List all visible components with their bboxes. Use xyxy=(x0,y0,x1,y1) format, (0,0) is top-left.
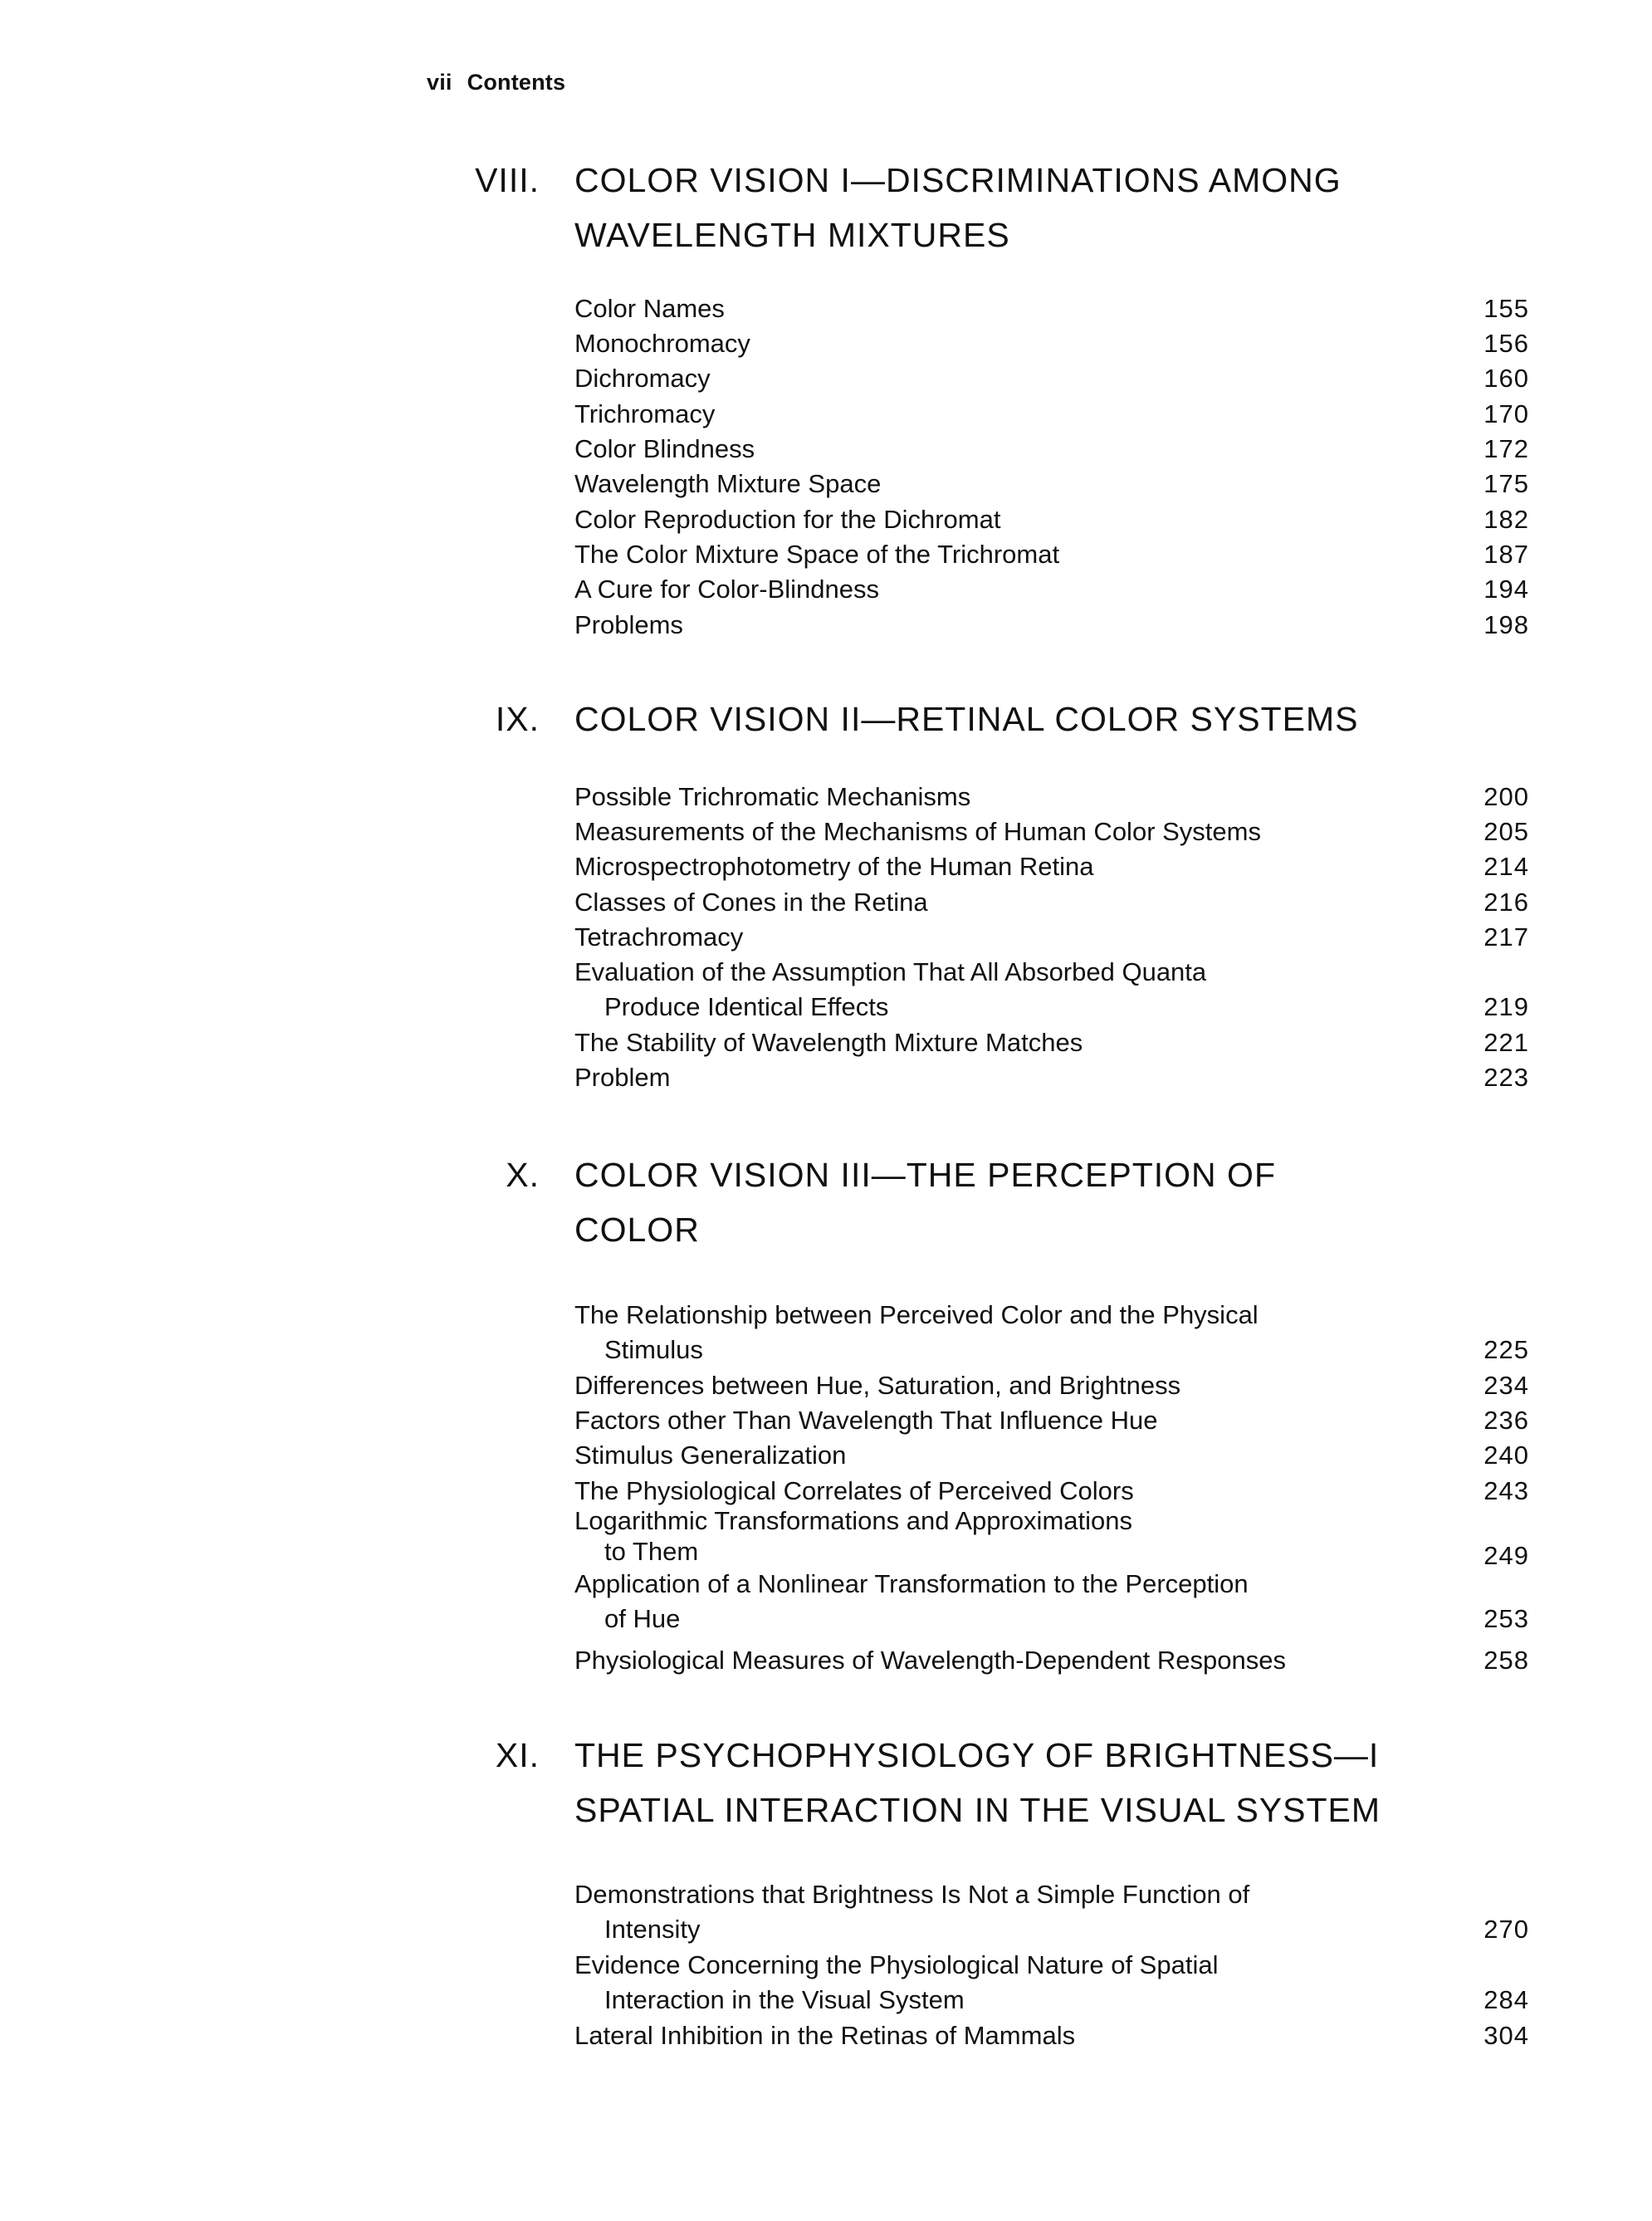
entry-title: Tetrachromacy xyxy=(574,922,744,952)
entry-page: 216 xyxy=(1483,888,1529,917)
entry-title: Color Reproduction for the Dichromat xyxy=(574,505,1001,534)
entry-title: Evaluation of the Assumption That All Absorbed Quanta xyxy=(574,957,1207,986)
chapter-title-line: COLOR xyxy=(574,1211,700,1249)
entry-title: Demonstrations that Brightness Is Not a Simple Function of xyxy=(574,1880,1250,1909)
entry-page: 156 xyxy=(1483,329,1529,358)
running-head-label: Contents xyxy=(467,70,566,95)
entry-title: Evidence Concerning the Physiological Nature of Spatial xyxy=(574,1950,1219,1979)
entry-title: The Stability of Wavelength Mixture Matches xyxy=(574,1028,1083,1057)
entry-page: 304 xyxy=(1483,2021,1529,2050)
entry-page: 249 xyxy=(1483,1541,1529,1570)
entry-title: Differences between Hue, Saturation, and Brightness xyxy=(574,1371,1181,1400)
entry-title: The Physiological Correlates of Perceived Colors xyxy=(574,1476,1134,1505)
running-head xyxy=(427,70,565,95)
entry-page: 223 xyxy=(1483,1063,1529,1092)
entry-page: 236 xyxy=(1483,1406,1529,1435)
entry-title: Stimulus Generalization xyxy=(574,1441,847,1470)
entry-title-continuation: Stimulus xyxy=(604,1335,703,1364)
chapter-title-line: WAVELENGTH MIXTURES xyxy=(574,216,1010,254)
entry-page: 175 xyxy=(1483,469,1529,498)
entry-page: 205 xyxy=(1483,817,1529,846)
chapter-title-line: COLOR VISION III—THE PERCEPTION OF xyxy=(574,1156,1276,1194)
entry-title: Physiological Measures of Wavelength-Dependent Responses xyxy=(574,1646,1286,1675)
entry-page: 155 xyxy=(1483,294,1529,323)
entry-title: Problem xyxy=(574,1063,671,1092)
entry-page: 182 xyxy=(1483,505,1529,534)
entry-title: Microspectrophotometry of the Human Retina xyxy=(574,852,1094,881)
entry-page: 258 xyxy=(1483,1646,1529,1675)
entry-page: 243 xyxy=(1483,1476,1529,1505)
entry-page: 170 xyxy=(1483,399,1529,428)
entry-title-continuation: Interaction in the Visual System xyxy=(604,1985,965,2014)
entry-page: 253 xyxy=(1483,1604,1529,1633)
entry-page: 187 xyxy=(1483,540,1529,569)
entry-title: Dichromacy xyxy=(574,364,711,393)
entry-page: 160 xyxy=(1483,364,1529,393)
entry-title: Trichromacy xyxy=(574,399,716,428)
entry-title: Logarithmic Transformations and Approximations xyxy=(574,1506,1132,1535)
entry-title: Monochromacy xyxy=(574,329,750,358)
entry-title: Possible Trichromatic Mechanisms xyxy=(574,782,971,811)
chapter-title-line: SPATIAL INTERACTION IN THE VISUAL SYSTEM xyxy=(574,1791,1381,1829)
entry-title-continuation: Produce Identical Effects xyxy=(604,992,889,1021)
entry-title: Wavelength Mixture Space xyxy=(574,469,882,498)
entry-page: 221 xyxy=(1483,1028,1529,1057)
entry-title: The Relationship between Perceived Color and the Physical xyxy=(574,1300,1259,1329)
entry-title: A Cure for Color-Blindness xyxy=(574,575,879,604)
chapter-number: X. xyxy=(506,1156,540,1194)
entry-title: Color Names xyxy=(574,294,725,323)
running-head-page: vii xyxy=(427,70,452,95)
entry-title: Factors other Than Wavelength That Influence Hue xyxy=(574,1406,1158,1435)
entry-page: 214 xyxy=(1483,852,1529,881)
chapter-number: XI. xyxy=(495,1736,540,1774)
entry-title: Application of a Nonlinear Transformation to the Perception xyxy=(574,1569,1249,1598)
chapter-number: IX. xyxy=(495,700,540,738)
entry-page: 194 xyxy=(1483,575,1529,604)
entry-title: The Color Mixture Space of the Trichromat xyxy=(574,540,1060,569)
chapter-number: VIII. xyxy=(475,161,540,199)
chapter-title-line: THE PSYCHOPHYSIOLOGY OF BRIGHTNESS—I xyxy=(574,1736,1380,1774)
entry-page: 198 xyxy=(1483,610,1529,639)
entry-page: 284 xyxy=(1483,1985,1529,2014)
entry-page: 240 xyxy=(1483,1441,1529,1470)
entry-title: Problems xyxy=(574,610,683,639)
entry-page: 234 xyxy=(1483,1371,1529,1400)
entry-page: 225 xyxy=(1483,1335,1529,1364)
entry-title: Lateral Inhibition in the Retinas of Mammals xyxy=(574,2021,1076,2050)
entry-title: Color Blindness xyxy=(574,434,755,463)
entry-page: 217 xyxy=(1483,922,1529,952)
entry-title-continuation: to Them xyxy=(604,1537,699,1566)
entry-title: Classes of Cones in the Retina xyxy=(574,888,928,917)
entry-page: 270 xyxy=(1483,1915,1529,1944)
entry-page: 200 xyxy=(1483,782,1529,811)
entry-title-continuation: Intensity xyxy=(604,1915,701,1944)
entry-title: Measurements of the Mechanisms of Human Color Systems xyxy=(574,817,1261,846)
entry-title-continuation: of Hue xyxy=(604,1604,681,1633)
entry-page: 172 xyxy=(1483,434,1529,463)
entry-page: 219 xyxy=(1483,992,1529,1021)
chapter-title-line: COLOR VISION II—RETINAL COLOR SYSTEMS xyxy=(574,700,1359,738)
chapter-title-line: COLOR VISION I—DISCRIMINATIONS AMONG xyxy=(574,161,1342,199)
